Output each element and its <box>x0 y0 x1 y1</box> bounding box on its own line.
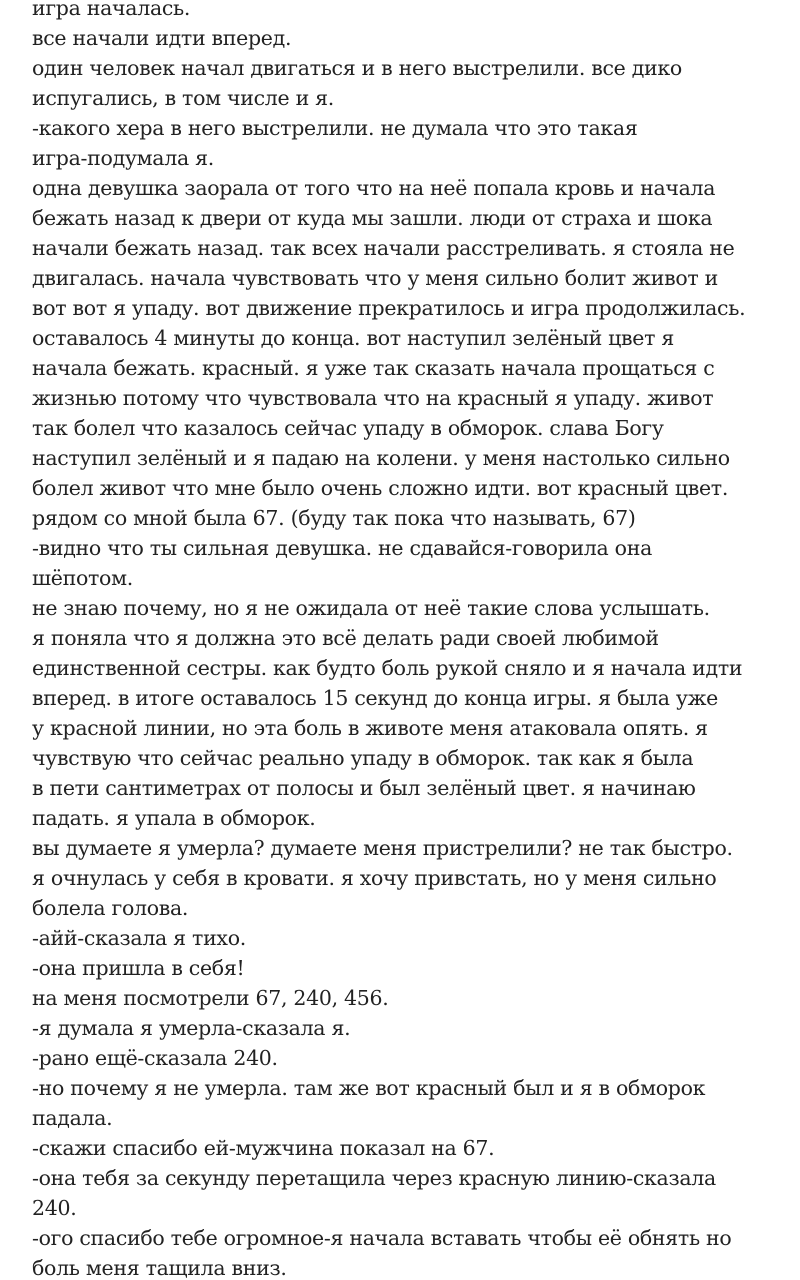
text-line: я очнулась у себя в кровати. я хочу привстать, но у меня сильно <box>32 866 717 890</box>
text-line: игра началась. <box>32 0 191 20</box>
text-line: на меня посмотрели 67, 240, 456. <box>32 986 389 1010</box>
text-line: начала бежать. красный. я уже так сказать начала прощаться с <box>32 356 715 380</box>
text-line: боль меня тащила вниз. <box>32 1256 287 1280</box>
text-line: -видно что ты сильная девушка. не сдавайся-говорила она <box>32 536 652 560</box>
text-line: оставалось 4 минуты до конца. вот наступил зелёный цвет я <box>32 326 675 350</box>
text-line: -айй-сказала я тихо. <box>32 926 246 950</box>
text-line: падать. я упала в обморок. <box>32 806 316 830</box>
text-line: жизнью потому что чувствовала что на красный я упаду. живот <box>32 386 714 410</box>
text-line: в пети сантиметрах от полосы и был зелёный цвет. я начинаю <box>32 776 696 800</box>
text-line: -рано ещё-сказала 240. <box>32 1046 278 1070</box>
story-text <box>32 0 792 1280</box>
text-line: падала. <box>32 1106 113 1130</box>
text-line: наступил зелёный и я падаю на колени. у меня настолько сильно <box>32 446 730 470</box>
text-line: начали бежать назад. так всех начали расстреливать. я стояла не <box>32 236 735 260</box>
text-line: рядом со мной была 67. (буду так пока что называть, 67) <box>32 506 636 530</box>
text-line: один человек начал двигаться и в него выстрелили. все дико <box>32 56 682 80</box>
text-line: -она тебя за секунду перетащила через красную линию-сказала <box>32 1166 716 1190</box>
text-line: шёпотом. <box>32 566 133 590</box>
text-line: -какого хера в него выстрелили. не думала что это такая <box>32 116 638 140</box>
text-line: единственной сестры. как будто боль рукой сняло и я начала идти <box>32 656 743 680</box>
text-line: -ого спасибо тебе огромное-я начала вставать чтобы её обнять но <box>32 1226 732 1250</box>
text-line: -но почему я не умерла. там же вот красный был и я в обморок <box>32 1076 706 1100</box>
text-line: не знаю почему, но я не ожидала от неё такие слова услышать. <box>32 596 710 620</box>
text-line: игра-подумала я. <box>32 146 214 170</box>
text-line: -я думала я умерла-сказала я. <box>32 1016 351 1040</box>
text-line: вот вот я упаду. вот движение прекратилось и игра продолжилась. <box>32 296 746 320</box>
text-line: одна девушка заорала от того что на неё попала кровь и начала <box>32 176 716 200</box>
text-line: -она пришла в себя! <box>32 956 245 980</box>
text-line: болел живот что мне было очень сложно идти. вот красный цвет. <box>32 476 729 500</box>
text-line: двигалась. начала чувствовать что у меня сильно болит живот и <box>32 266 718 290</box>
text-line: болела голова. <box>32 896 189 920</box>
text-line: вперед. в итоге оставалось 15 секунд до конца игры. я была уже <box>32 686 719 710</box>
text-line: бежать назад к двери от куда мы зашли. люди от страха и шока <box>32 206 713 230</box>
text-line: -скажи спасибо ей-мужчина показал на 67. <box>32 1136 495 1160</box>
text-line: 240. <box>32 1196 77 1220</box>
text-line: все начали идти вперед. <box>32 26 292 50</box>
text-line: я поняла что я должна это всё делать ради своей любимой <box>32 626 659 650</box>
text-line: испугались, в том числе и я. <box>32 86 334 110</box>
text-line: чувствую что сейчас реально упаду в обморок. так как я была <box>32 746 694 770</box>
text-line: у красной линии, но эта боль в животе меня атаковала опять. я <box>32 716 708 740</box>
text-line: так болел что казалось сейчас упаду в обморок. слава Богу <box>32 416 664 440</box>
text-line: вы думаете я умерла? думаете меня пристрелили? не так быстро. <box>32 836 733 860</box>
